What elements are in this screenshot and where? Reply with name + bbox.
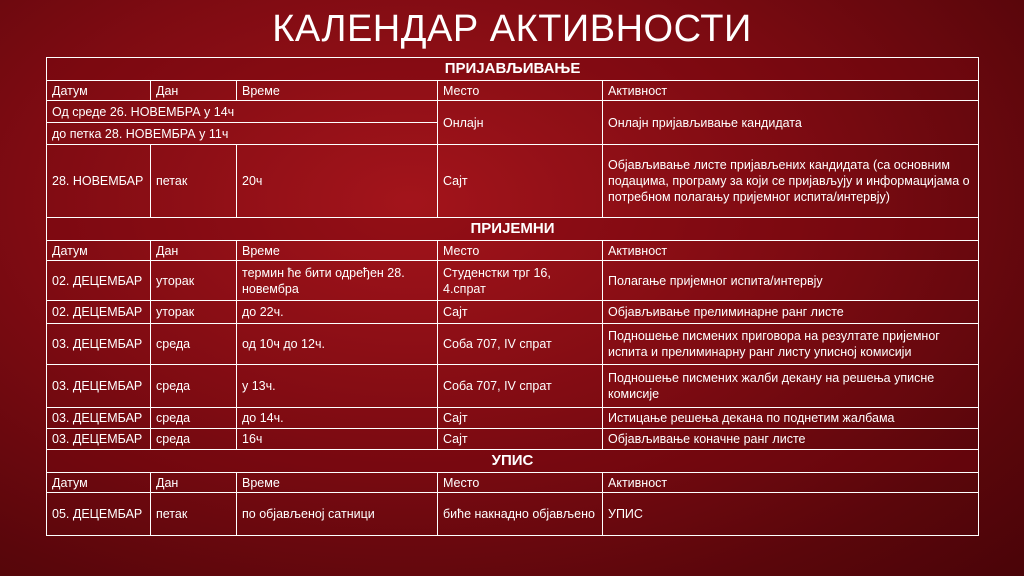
cell-day: петак <box>151 145 237 218</box>
cell-day: уторак <box>151 301 237 324</box>
cell-activity: Објављивање листе пријављених кандидата (са основним подацима, програму за који се пријављују и информацијама о потребном полагању пријемног испита/интервју) <box>603 145 979 218</box>
page-title: КАЛЕНДАР АКТИВНОСТИ <box>272 8 752 50</box>
header-date: Датум <box>47 473 151 493</box>
table-row <box>47 101 979 123</box>
cell-date: 02. ДЕЦЕМБАР <box>47 261 151 301</box>
header-time: Време <box>237 241 438 261</box>
cell-place: Сајт <box>438 301 603 324</box>
registration-to: до петка 28. НОВЕМБРА у 11ч <box>47 123 438 145</box>
table-row <box>47 261 979 301</box>
cell-place: Соба 707, IV спрат <box>438 365 603 408</box>
section-row <box>47 58 979 81</box>
registration-online-activity: Онлајн пријављивање кандидата <box>603 101 979 145</box>
header-row <box>47 241 979 261</box>
cell-time: до 22ч. <box>237 301 438 324</box>
cell-date: 03. ДЕЦЕМБАР <box>47 365 151 408</box>
header-day: Дан <box>151 241 237 261</box>
cell-date: 02. ДЕЦЕМБАР <box>47 301 151 324</box>
table-row <box>47 429 979 450</box>
section-entrance: ПРИЈЕМНИ <box>47 218 979 241</box>
header-activity: Активност <box>603 473 979 493</box>
cell-time: 20ч <box>237 145 438 218</box>
table-row <box>47 408 979 429</box>
header-row <box>47 473 979 493</box>
header-time: Време <box>237 473 438 493</box>
header-day: Дан <box>151 473 237 493</box>
header-time: Време <box>237 81 438 101</box>
cell-place: Студенстки трг 16, 4.спрат <box>438 261 603 301</box>
cell-date: 03. ДЕЦЕМБАР <box>47 324 151 365</box>
cell-place: Соба 707, IV спрат <box>438 324 603 365</box>
header-row <box>47 81 979 101</box>
registration-from: Од среде 26. НОВЕМБРА у 14ч <box>47 101 438 123</box>
cell-place: Сајт <box>438 408 603 429</box>
cell-activity: Подношење писмених жалби декану на решења уписне комисије <box>603 365 979 408</box>
header-activity: Активност <box>603 81 979 101</box>
section-row <box>47 218 979 241</box>
table-row <box>47 365 979 408</box>
table-row <box>47 493 979 536</box>
cell-activity: Објављивање коначне ранг листе <box>603 429 979 450</box>
cell-place: биће накнадно објављено <box>438 493 603 536</box>
header-day: Дан <box>151 81 237 101</box>
registration-online-place: Онлајн <box>438 101 603 145</box>
cell-time: по објављеној сатници <box>237 493 438 536</box>
cell-day: среда <box>151 408 237 429</box>
table-row <box>47 301 979 324</box>
header-date: Датум <box>47 241 151 261</box>
cell-date: 03. ДЕЦЕМБАР <box>47 408 151 429</box>
cell-time: до 14ч. <box>237 408 438 429</box>
section-row <box>47 450 979 473</box>
cell-place: Сајт <box>438 429 603 450</box>
header-activity: Активност <box>603 241 979 261</box>
cell-activity: УПИС <box>603 493 979 536</box>
header-date: Датум <box>47 81 151 101</box>
cell-day: среда <box>151 365 237 408</box>
section-registration: ПРИЈАВЉИВАЊЕ <box>47 58 979 81</box>
cell-activity: Објављивање прелиминарне ранг листе <box>603 301 979 324</box>
cell-place: Сајт <box>438 145 603 218</box>
header-place: Место <box>438 81 603 101</box>
cell-activity: Подношење писмених приговора на резултате пријемног испита и прелиминарну ранг листу уписној комисији <box>603 324 979 365</box>
cell-time: 16ч <box>237 429 438 450</box>
cell-day: уторак <box>151 261 237 301</box>
cell-day: среда <box>151 429 237 450</box>
cell-time: у 13ч. <box>237 365 438 408</box>
cell-time: од 10ч до 12ч. <box>237 324 438 365</box>
cell-day: петак <box>151 493 237 536</box>
cell-time: термин ће бити одређен 28. новембра <box>237 261 438 301</box>
cell-date: 03. ДЕЦЕМБАР <box>47 429 151 450</box>
cell-date: 05. ДЕЦЕМБАР <box>47 493 151 536</box>
header-place: Место <box>438 473 603 493</box>
cell-activity: Истицање решења декана по поднетим жалбама <box>603 408 979 429</box>
cell-day: среда <box>151 324 237 365</box>
header-place: Место <box>438 241 603 261</box>
table-row <box>47 324 979 365</box>
activity-calendar-table <box>46 57 979 536</box>
section-enrollment: УПИС <box>47 450 979 473</box>
table-row <box>47 145 979 218</box>
cell-date: 28. НОВЕМБАР <box>47 145 151 218</box>
cell-activity: Полагање пријемног испита/интервју <box>603 261 979 301</box>
